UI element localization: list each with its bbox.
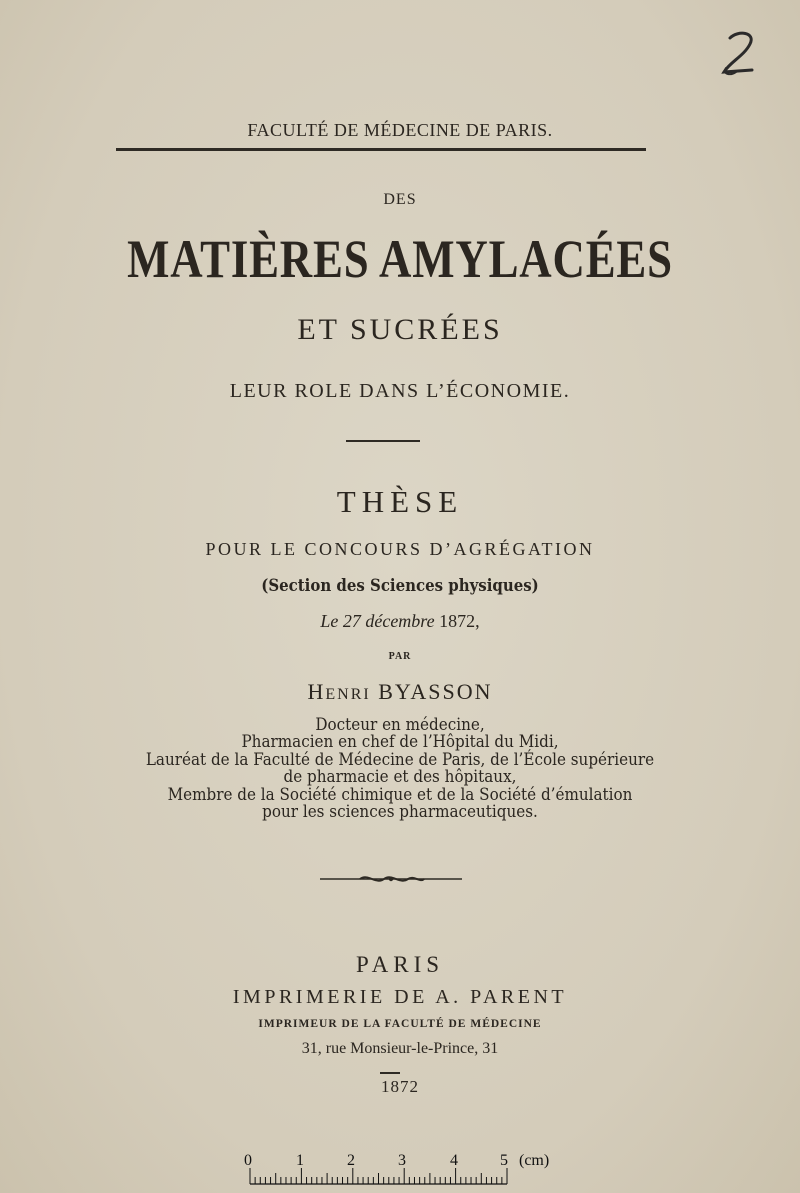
ornamental-rule	[320, 872, 462, 886]
author-titles	[32, 716, 768, 820]
concours-line: POUR LE CONCOURS D’AGRÉGATION	[205, 539, 595, 559]
author-title-line: Membre de la Société chimique et de la Société d’émulation	[167, 784, 633, 804]
header-rule	[116, 148, 646, 151]
author-title-line: Pharmacien en chef de l’Hôpital du Midi,	[241, 732, 559, 752]
author-name	[0, 679, 800, 705]
author-title-line: Lauréat de la Faculté de Médecine de Paris, de l’École supérieure	[145, 749, 655, 769]
title-tagline: LEUR ROLE DANS L’ÉCONOMIE.	[229, 380, 571, 402]
scale-unit: (cm)	[519, 1152, 550, 1169]
imprint-address: 31, rue Monsieur-le-Prince, 31	[301, 1040, 499, 1057]
imprint-year: 1872	[381, 1077, 419, 1096]
section-line: (Section des Sciences physiques)	[261, 576, 539, 596]
author-last-name: BYASSON	[378, 679, 493, 704]
scale-label-5: 5	[500, 1152, 508, 1169]
faculty-header: FACULTÉ DE MÉDECINE DE PARIS.	[247, 120, 553, 140]
thesis-heading: THÈSE	[336, 484, 464, 519]
author-first-initial: H	[307, 679, 326, 704]
handwritten-page-number	[716, 28, 766, 80]
imprint-printer: IMPRIMERIE DE A. PARENT	[232, 986, 568, 1008]
year-rule	[380, 1072, 400, 1074]
section-divider	[346, 440, 420, 442]
author-first-rest: ENRI	[325, 686, 371, 703]
date-year: 1872,	[439, 611, 480, 631]
author-title-line: Docteur en médecine,	[315, 715, 485, 734]
thesis-date	[0, 611, 800, 632]
scale-label-1: 1	[296, 1152, 304, 1169]
par-label: PAR	[388, 651, 412, 662]
title-prefix: DES	[383, 191, 417, 208]
scale-ruler	[240, 1148, 560, 1188]
sub-title: ET SUCRÉES	[297, 313, 503, 346]
scale-label-2: 2	[347, 1152, 355, 1169]
author-title-line: de pharmacie et des hôpitaux,	[283, 767, 517, 787]
imprint-city: PARIS	[355, 952, 445, 977]
author-title-line: pour les sciences pharmaceutiques.	[262, 802, 538, 822]
scale-label-0: 0	[244, 1152, 252, 1169]
scale-label-3: 3	[398, 1152, 406, 1169]
imprint-printer-role: IMPRIMEUR DE LA FACULTÉ DE MÉDECINE	[258, 1018, 542, 1030]
main-title: MATIÈRES AMYLACÉES	[127, 229, 673, 289]
date-text: Le 27 décembre	[320, 611, 435, 631]
scale-label-4: 4	[450, 1152, 458, 1169]
